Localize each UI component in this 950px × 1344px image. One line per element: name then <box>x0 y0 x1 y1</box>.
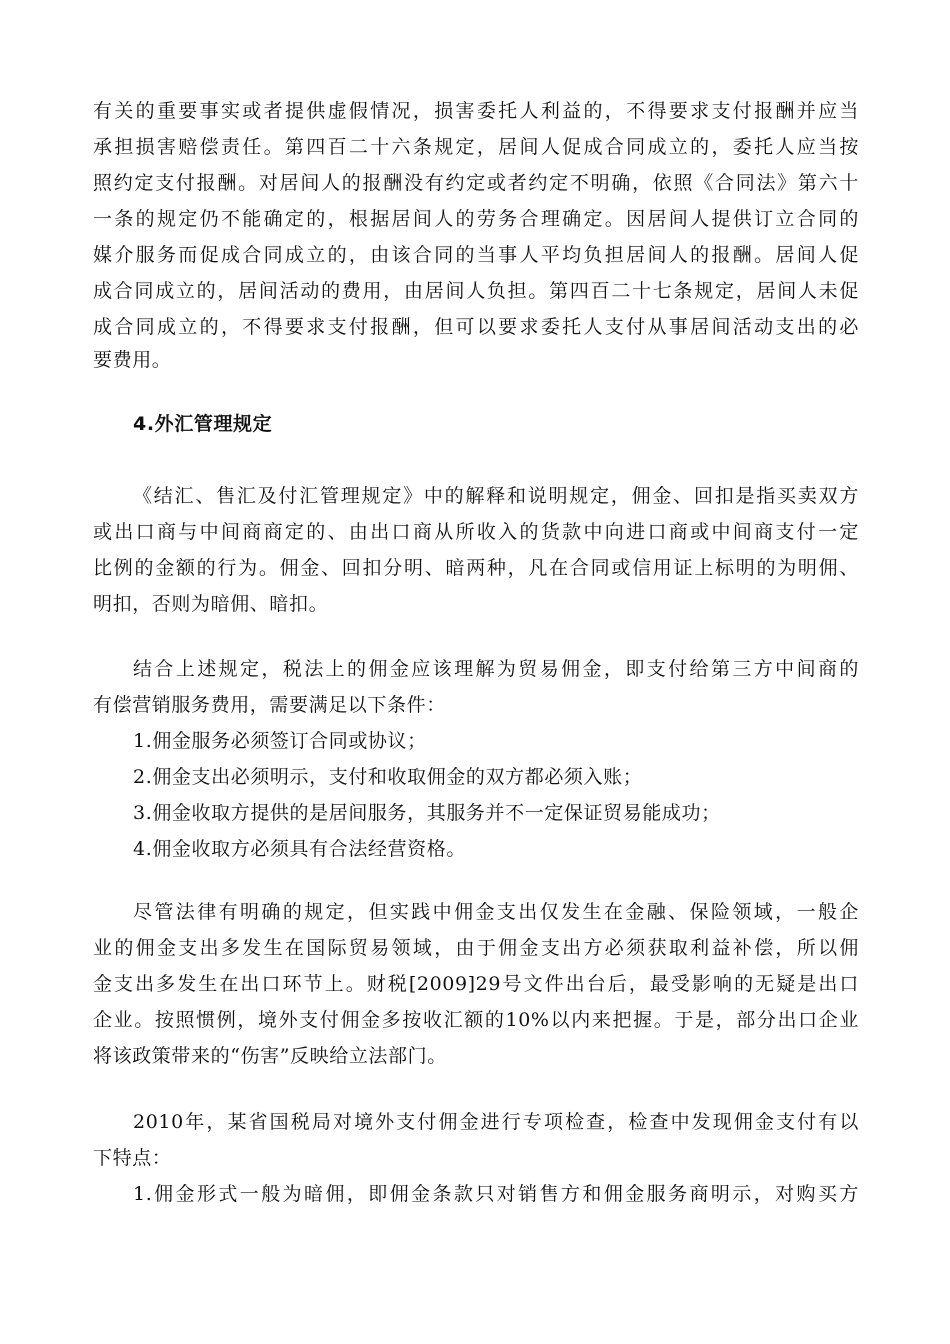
paragraph-1-line-4: 一条的规定仍不能确定的，根据居间人的劳务合理确定。因居间人提供订立合同的 <box>93 208 859 230</box>
paragraph-4-line-3: 金支出多发生在出口环节上。财税[2009]29号文件出台后，最受影响的无疑是出口 <box>93 973 859 995</box>
paragraph-2-line-1: 《结汇、售汇及付汇管理规定》中的解释和说明规定，佣金、回扣是指买卖双方 <box>133 485 859 507</box>
paragraph-3-line-1: 结合上述规定，税法上的佣金应该理解为贸易佣金，即支付给第三方中间商的 <box>133 658 859 680</box>
paragraph-1-line-5: 媒介服务而促成合同成立的，由该合同的当事人平均负担居间人的报酬。居间人促 <box>93 244 859 266</box>
paragraph-1-line-7: 成合同成立的，不得要求支付报酬，但可以要求委托人支付从事居间活动支出的必 <box>93 316 859 338</box>
paragraph-2-line-4: 明扣，否则为暗佣、暗扣。 <box>93 593 329 615</box>
paragraph-5-line-1: 2010年，某省国税局对境外支付佣金进行专项检查，检查中发现佣金支付有以 <box>133 1111 859 1133</box>
condition-item-4: 4.佣金收取方必须具有合法经营资格。 <box>133 838 466 860</box>
paragraph-1-line-2: 承担损害赔偿责任。第四百二十六条规定，居间人促成合同成立的，委托人应当按 <box>93 136 859 158</box>
paragraph-1-line-3: 照约定支付报酬。对居间人的报酬没有约定或者约定不明确，依照《合同法》第六十 <box>93 172 859 194</box>
condition-item-2: 2.佣金支出必须明示，支付和收取佣金的双方都必须入账； <box>133 766 643 788</box>
paragraph-3-line-2: 有偿营销服务费用，需要满足以下条件： <box>93 694 446 716</box>
paragraph-2-line-3: 比例的金额的行为。佣金、回扣分明、暗两种，凡在合同或信用证上标明的为明佣、 <box>93 557 859 579</box>
paragraph-1-line-6: 成合同成立的，居间活动的费用，由居间人负担。第四百二十七条规定，居间人未促 <box>93 280 859 302</box>
paragraph-1-line-8: 要费用。 <box>93 349 172 371</box>
paragraph-4-line-4: 企业。按照惯例，境外支付佣金多按收汇额的10%以内来把握。于是，部分出口企业 <box>93 1009 859 1031</box>
condition-item-3: 3.佣金收取方提供的是居间服务，其服务并不一定保证贸易能成功； <box>133 802 721 824</box>
condition-item-1: 1.佣金服务必须签订合同或协议； <box>133 730 427 752</box>
paragraph-1-line-1: 有关的重要事实或者提供虚假情况，损害委托人利益的，不得要求支付报酬并应当 <box>93 100 859 122</box>
section-heading: 4.外汇管理规定 <box>133 413 273 435</box>
paragraph-5-line-2: 下特点： <box>93 1147 172 1169</box>
paragraph-2-line-2: 或出口商与中间商商定的、由出口商从所收入的货款中向进口商或中间商支付一定 <box>93 521 859 543</box>
paragraph-4-line-1: 尽管法律有明确的规定，但实践中佣金支出仅发生在金融、保险领域，一般企 <box>133 901 859 923</box>
paragraph-4-line-2: 业的佣金支出多发生在国际贸易领域，由于佣金支出方必须获取利益补偿，所以佣 <box>93 937 859 959</box>
feature-item-1: 1.佣金形式一般为暗佣，即佣金条款只对销售方和佣金服务商明示，对购买方 <box>133 1183 859 1205</box>
paragraph-4-line-5: 将该政策带来的“伤害”反映给立法部门。 <box>93 1045 447 1067</box>
